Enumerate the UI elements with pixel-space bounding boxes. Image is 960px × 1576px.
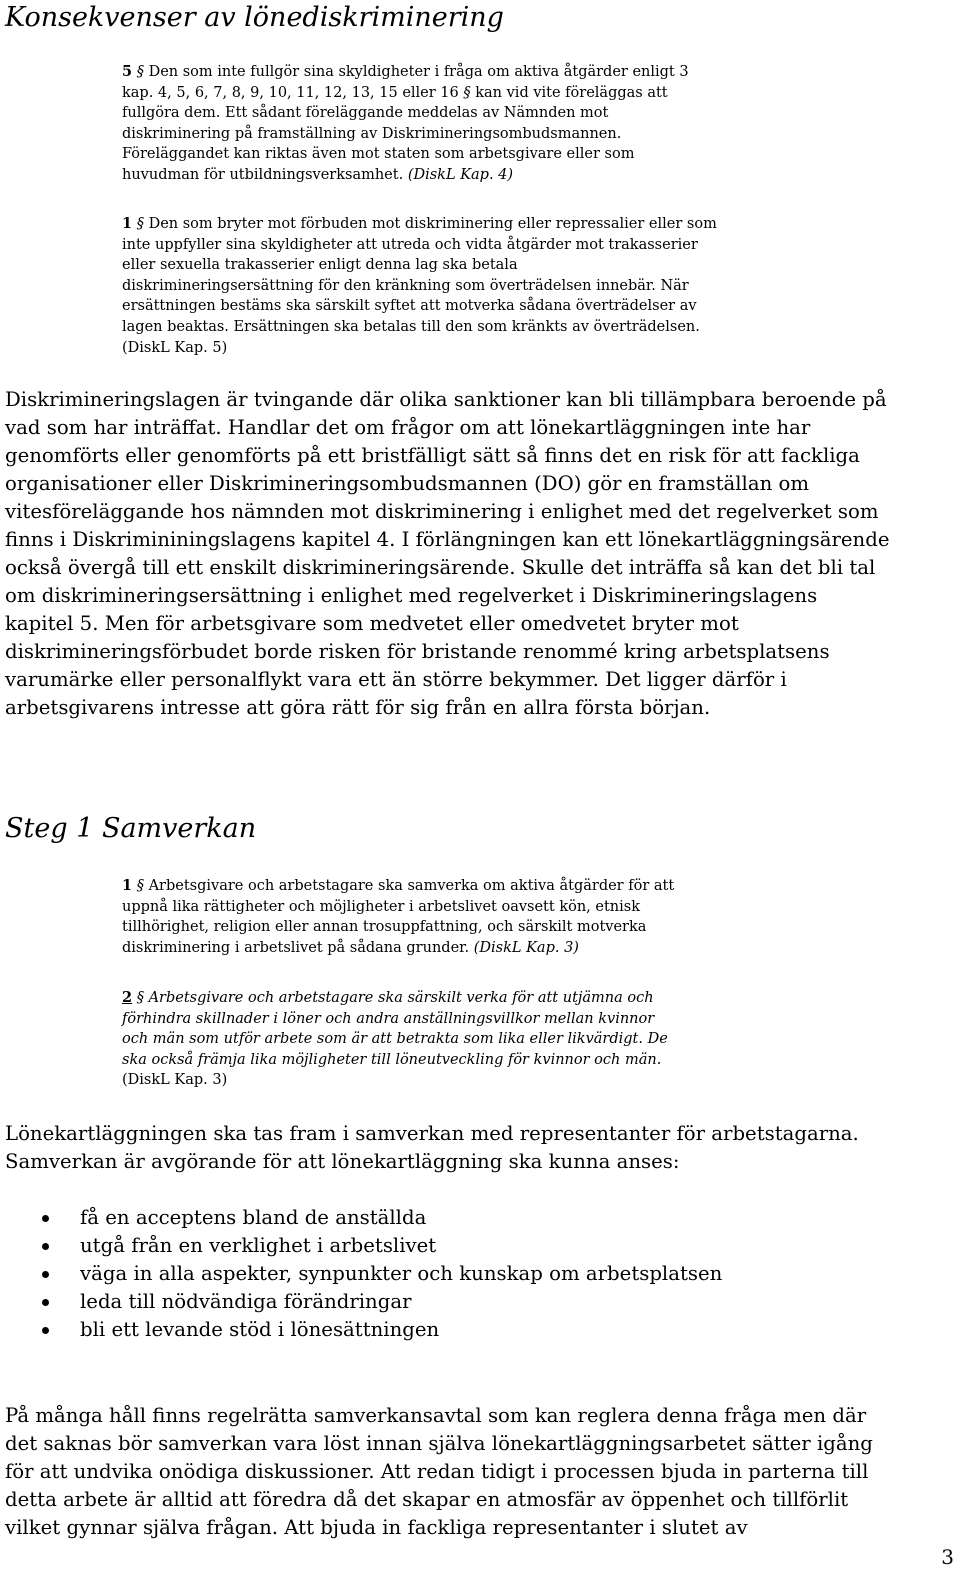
list-item-text: leda till nödvändiga förändringar xyxy=(80,1290,412,1313)
text-line: också övergå till ett enskilt diskrimineringsärende. Skulle det inträffa så kan det bli tal xyxy=(5,556,876,579)
quote-line xyxy=(122,876,762,897)
quote-line: och män som utför arbete som är att betrakta som lika eller likvärdigt. De xyxy=(122,1031,668,1048)
paragraph-samverkansavtal xyxy=(5,1402,960,1542)
heading-konsekvenser: Konsekvenser av lönediskriminering xyxy=(5,2,504,33)
quote-line: inte uppfyller sina skyldigheter att utreda och vidta åtgärder mot trakasserier xyxy=(122,236,698,253)
section-sign-icon: § xyxy=(136,878,144,894)
text-line: diskrimineringsförbudet borde risken för bristande renommé kring arbetsplatsens xyxy=(5,640,830,663)
quote-line xyxy=(122,938,762,959)
quote-line: Föreläggandet kan riktas även mot staten som arbetsgivare eller som xyxy=(122,146,635,163)
citation: (DiskL Kap. 5) xyxy=(122,339,228,356)
quote-text: Arbetsgivare och arbetstagare ska särskilt verka för att utjämna och xyxy=(148,990,654,1006)
text-line: varumärke eller personalflykt vara ett än större bekymmer. Det ligger därför i xyxy=(5,668,787,691)
quote-line: förhindra skillnader i löner och andra anställningsvillkor mellan kvinnor xyxy=(122,1010,655,1027)
quote-line xyxy=(122,62,762,83)
quote-line: tillhörighet, religion eller annan trosuppfattning, och särskilt motverka xyxy=(122,919,647,936)
section-sign-icon: § xyxy=(463,84,471,101)
law-quote-1 xyxy=(122,62,762,186)
section-number: 1 xyxy=(122,877,133,894)
bullet-icon xyxy=(42,1299,49,1306)
section-sign-icon: § xyxy=(136,64,144,80)
quote-text: Den som bryter mot förbuden mot diskriminering eller repressalier eller som xyxy=(148,216,717,232)
list-item xyxy=(0,1316,722,1344)
paragraph-samverkan xyxy=(5,1120,960,1176)
quote-line: fullgöra dem. Ett sådant föreläggande meddelas av Nämnden mot xyxy=(122,105,609,122)
text-line: genomförts eller genomförts på ett bristfälligt sätt så finns det en risk för att fackliga xyxy=(5,444,860,467)
text-line: vilket gynnar själva frågan. Att bjuda in fackliga representanter i slutet av xyxy=(5,1516,748,1539)
law-quote-2 xyxy=(122,214,762,358)
section-number: 5 xyxy=(122,63,133,80)
text-line: På många håll finns regelrätta samverkansavtal som kan reglera denna fråga men där xyxy=(5,1404,867,1427)
paragraph-sanctions xyxy=(5,386,960,722)
list-item xyxy=(0,1232,722,1260)
bullet-icon xyxy=(42,1327,49,1334)
bullet-icon xyxy=(42,1271,49,1278)
section-number: 2 xyxy=(122,989,133,1006)
text-line: vad som har inträffat. Handlar det om frågor om att lönekartläggningen inte har xyxy=(5,416,811,439)
law-quote-3 xyxy=(122,876,762,958)
section-number: 1 xyxy=(122,215,133,232)
quote-text: kan vid vite föreläggas att xyxy=(475,84,668,101)
quote-line: diskriminering på framställning av Diskrimineringsombudsmannen. xyxy=(122,125,622,142)
law-quote-4 xyxy=(122,988,762,1091)
text-line: detta arbete är alltid att föredra då det skapar en atmosfär av öppenhet och tillförlit xyxy=(5,1488,849,1511)
list-item xyxy=(0,1260,722,1288)
bullet-icon xyxy=(42,1243,49,1250)
quote-line xyxy=(122,214,762,235)
text-line: kapitel 5. Men för arbetsgivare som medvetet eller omedvetet bryter mot xyxy=(5,612,739,635)
quote-line xyxy=(122,165,762,186)
text-line: för att undvika onödiga diskussioner. Att redan tidigt i processen bjuda in parterna till xyxy=(5,1460,869,1483)
quote-line: lagen beaktas. Ersättningen ska betalas till den som kränkts av överträdelsen. xyxy=(122,318,700,335)
text-line: organisationer eller Diskrimineringsombudsmannen (DO) gör en framställan om xyxy=(5,472,810,495)
list-item-text: bli ett levande stöd i lönesättningen xyxy=(80,1318,440,1341)
quote-line xyxy=(122,83,762,104)
section-sign-icon: § xyxy=(136,990,144,1006)
bullet-list xyxy=(0,1204,722,1344)
text-line: finns i Diskrimininingslagens kapitel 4. I förlängningen kan ett lönekartläggningsärende xyxy=(5,528,890,551)
page-number: 3 xyxy=(941,1545,954,1569)
citation: (DiskL Kap. 4) xyxy=(407,166,514,183)
list-item xyxy=(0,1204,722,1232)
quote-text: diskriminering i arbetslivet på sådana grunder. xyxy=(122,939,470,956)
quote-line: ska också främja lika möjligheter till löneutveckling för kvinnor och män. xyxy=(122,1051,662,1068)
quote-line: eller sexuella trakasserier enligt denna lag ska betala xyxy=(122,257,518,274)
quote-line: diskrimineringsersättning för den kränkning som överträdelsen innebär. När xyxy=(122,277,689,294)
heading-steg-1: Steg 1 Samverkan xyxy=(5,813,257,844)
quote-line: ersättningen bestäms ska särskilt syftet att motverka sådana överträdelser av xyxy=(122,298,697,315)
text-line: Samverkan är avgörande för att lönekartläggning ska kunna anses: xyxy=(5,1150,680,1173)
list-item-text: få en acceptens bland de anställda xyxy=(80,1206,427,1229)
list-item-text: utgå från en verklighet i arbetslivet xyxy=(80,1234,437,1257)
section-sign-icon: § xyxy=(136,216,144,232)
citation: (DiskL Kap. 3) xyxy=(473,939,579,956)
quote-line xyxy=(122,988,762,1009)
quote-text: Den som inte fullgör sina skyldigheter i fråga om aktiva åtgärder enligt 3 xyxy=(148,64,689,80)
text-line: om diskrimineringsersättning i enlighet med regelverket i Diskrimineringslagens xyxy=(5,584,818,607)
list-item xyxy=(0,1288,722,1316)
quote-text: Arbetsgivare och arbetstagare ska samverka om aktiva åtgärder för att xyxy=(148,878,675,894)
quote-text: huvudman för utbildningsverksamhet. xyxy=(122,166,404,183)
list-item-text: väga in alla aspekter, synpunkter och kunskap om arbetsplatsen xyxy=(80,1262,723,1285)
text-line: vitesföreläggande hos nämnden mot diskriminering i enlighet med det regelverket som xyxy=(5,500,879,523)
text-line: Lönekartläggningen ska tas fram i samverkan med representanter för arbetstagarna. xyxy=(5,1122,859,1145)
quote-text: kap. 4, 5, 6, 7, 8, 9, 10, 11, 12, 13, 15 eller 16 xyxy=(122,84,459,101)
bullet-icon xyxy=(42,1215,49,1222)
text-line: det saknas bör samverkan vara löst innan själva lönekartläggningsarbetet sätter igång xyxy=(5,1432,873,1455)
text-line: arbetsgivarens intresse att göra rätt för sig från en allra första början. xyxy=(5,696,711,719)
citation: (DiskL Kap. 3) xyxy=(122,1072,228,1089)
text-line: Diskrimineringslagen är tvingande där olika sanktioner kan bli tillämpbara beroende på xyxy=(5,388,887,411)
quote-line: uppnå lika rättigheter och möjligheter i arbetslivet oavsett kön, etnisk xyxy=(122,898,640,915)
